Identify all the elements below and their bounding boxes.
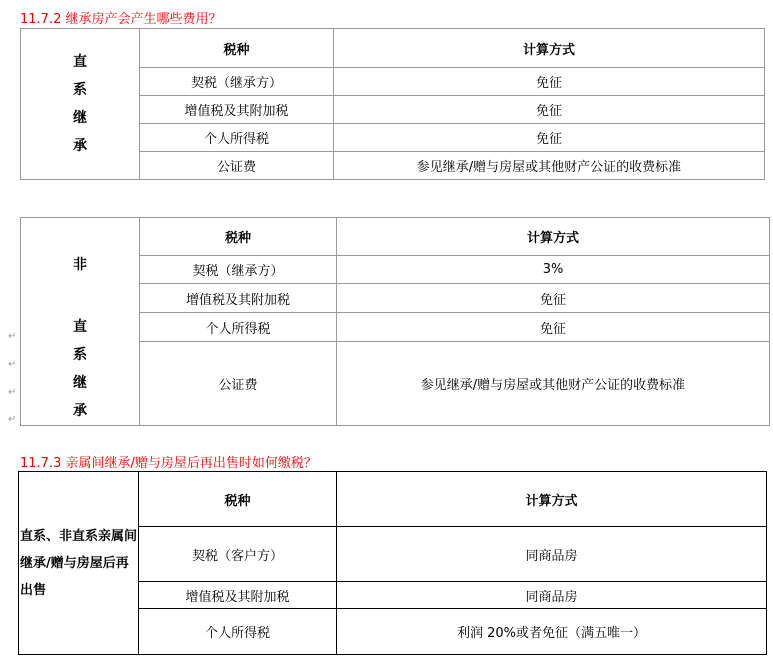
header-tax-type: 税种 xyxy=(140,29,334,68)
table-cell-tax: 增值税及其附加税 xyxy=(139,582,337,609)
table-cell-tax: 个人所得税 xyxy=(140,124,334,152)
table-cell-method: 3% xyxy=(337,256,770,284)
side-label-resale: 直系、非直系亲属间 继承/赠与房屋后再 出售 xyxy=(19,472,139,655)
header-tax-type: 税种 xyxy=(140,218,337,256)
table-cell-tax: 增值税及其附加税 xyxy=(140,284,337,313)
table-cell-method: 利润 20%或者免征（满五唯一） xyxy=(337,609,767,655)
header-calc-method: 计算方式 xyxy=(334,29,765,68)
table-cell-method: 同商品房 xyxy=(337,582,767,609)
table-cell-method: 参见继承/赠与房屋或其他财产公证的收费标准 xyxy=(334,152,765,180)
table-cell-tax: 公证费 xyxy=(140,342,337,425)
paragraph-mark: ↵ xyxy=(8,414,17,425)
side-label-non: 非 xyxy=(21,218,140,313)
side-label-direct: 直 系 继 承 xyxy=(21,29,140,180)
table-cell-method: 免征 xyxy=(334,68,765,96)
paragraph-mark: ↵ xyxy=(8,331,17,342)
section-heading-11-7-3: 11.7.3 亲属间继承/赠与房屋后再出售时如何缴税？ xyxy=(20,456,317,471)
table-cell-tax: 契税（继承方） xyxy=(140,256,337,284)
header-calc-method: 计算方式 xyxy=(337,218,770,256)
table-cell-tax: 个人所得税 xyxy=(139,609,337,655)
non-direct-inheritance-table xyxy=(20,217,770,426)
table-cell-method: 免征 xyxy=(337,284,770,313)
direct-inheritance-table xyxy=(20,28,765,180)
paragraph-mark: ↵ xyxy=(8,359,17,370)
table-cell-method: 同商品房 xyxy=(337,527,767,582)
table-cell-method: 参见继承/赠与房屋或其他财产公证的收费标准 xyxy=(337,342,770,425)
side-label-direct-inheritance: 直 系 继 承 xyxy=(21,313,140,426)
section-heading-11-7-2: 11.7.2 继承房产会产生哪些费用？ xyxy=(20,12,222,27)
table-cell-method: 免征 xyxy=(334,96,765,124)
table-cell-tax: 个人所得税 xyxy=(140,313,337,342)
paragraph-mark: ↵ xyxy=(8,387,17,398)
table-cell-tax: 公证费 xyxy=(140,152,334,180)
table-cell-tax: 契税（继承方） xyxy=(140,68,334,96)
resale-tax-table xyxy=(18,471,767,655)
table-cell-method: 免征 xyxy=(334,124,765,152)
header-tax-type: 税种 xyxy=(139,472,337,527)
table-cell-tax: 契税（客户方） xyxy=(139,527,337,582)
header-calc-method: 计算方式 xyxy=(337,472,767,527)
table-cell-tax: 增值税及其附加税 xyxy=(140,96,334,124)
table-cell-method: 免征 xyxy=(337,313,770,342)
